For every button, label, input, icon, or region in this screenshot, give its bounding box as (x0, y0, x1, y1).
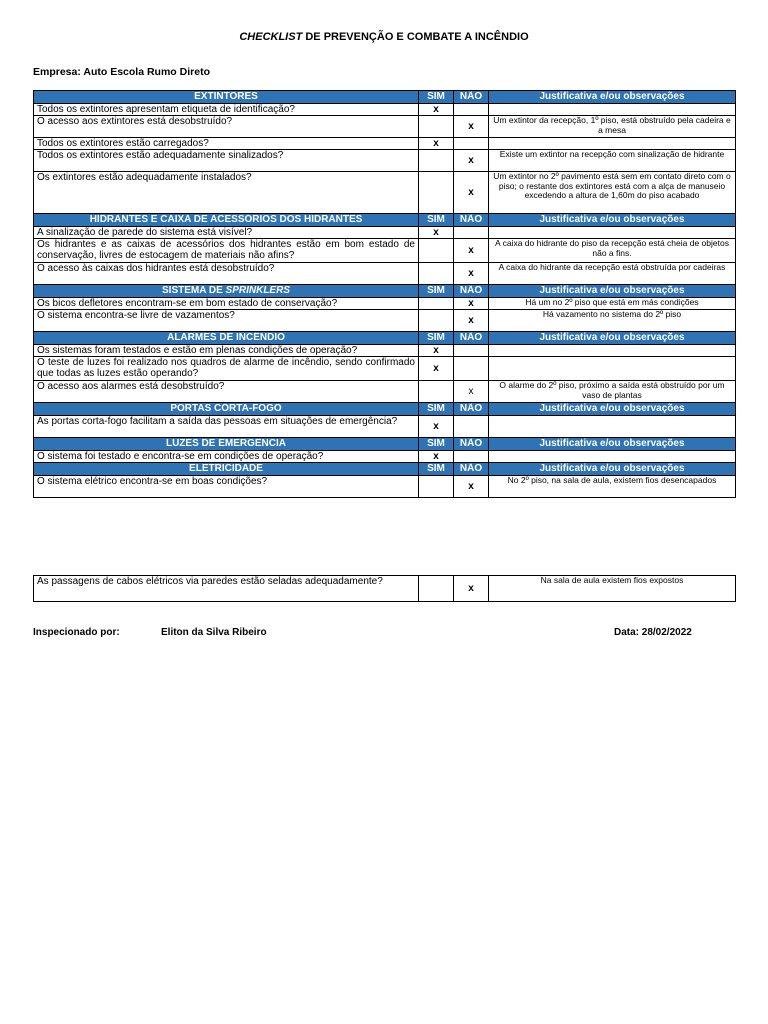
sim-column-header: SIM (419, 285, 454, 298)
sim-column-header: SIM (419, 214, 454, 227)
sim-cell (419, 310, 454, 332)
sim-cell (419, 150, 454, 172)
section-title: HIDRANTES E CAIXA DE ACESSÓRIOS DOS HIDRANTES (34, 214, 419, 227)
nao-column-header: NÃO (454, 285, 489, 298)
extra-checklist-table (33, 575, 736, 602)
table-row (34, 416, 736, 438)
table-row (34, 138, 736, 150)
observation-cell (489, 227, 736, 239)
section-title: LUZES DE EMERGÊNCIA (34, 438, 419, 451)
sim-cell (419, 239, 454, 263)
title-italic: CHECKLIST (239, 31, 303, 43)
table-row (34, 263, 736, 285)
observation-cell: Na sala de aula existem fios expostos (489, 576, 736, 602)
company-name: Empresa: Auto Escola Rumo Direto (33, 66, 210, 78)
question-cell: Os extintores estão adequadamente instalados? (34, 172, 419, 214)
nao-cell (454, 357, 489, 381)
title-rest: DE PREVENÇÃO E COMBATE A INCÊNDIO (302, 31, 529, 43)
question-cell: O teste de luzes foi realizado nos quadros de alarme de incêndio, sendo confirmado que todas as luzes estão operando? (34, 357, 419, 381)
nao-cell (454, 138, 489, 150)
observation-cell (489, 138, 736, 150)
sim-cell: x (419, 451, 454, 463)
observations-column-header: Justificativa e/ou observações (489, 214, 736, 227)
observation-cell: Há um no 2º piso que está em más condições (489, 298, 736, 310)
inspection-date: Data: 28/02/2022 (614, 627, 692, 638)
question-cell: Todos os extintores estão adequadamente sinalizados? (34, 150, 419, 172)
sim-column-header: SIM (419, 332, 454, 345)
nao-cell (454, 104, 489, 116)
observation-cell: Há vazamento no sistema do 2º piso (489, 310, 736, 332)
nao-cell: x (454, 476, 489, 498)
sim-cell (419, 172, 454, 214)
nao-column-header: NÃO (454, 463, 489, 476)
question-cell: Os bicos defletores encontram-se em bom estado de conservação? (34, 298, 419, 310)
section-header (34, 214, 736, 227)
question-cell: A sinalização de parede do sistema está visível? (34, 227, 419, 239)
sim-cell (419, 116, 454, 138)
sim-cell: x (419, 345, 454, 357)
nao-cell (454, 416, 489, 438)
table-row (34, 227, 736, 239)
observations-column-header: Justificativa e/ou observações (489, 438, 736, 451)
inspected-by-label: Inspecionado por: (33, 627, 120, 638)
nao-cell: x (454, 381, 489, 403)
sim-cell: x (419, 227, 454, 239)
table-row (34, 172, 736, 214)
section-title: ELETRICIDADE (34, 463, 419, 476)
nao-cell: x (454, 576, 489, 602)
observation-cell (489, 416, 736, 438)
sim-cell: x (419, 416, 454, 438)
section-header (34, 403, 736, 416)
observations-column-header: Justificativa e/ou observações (489, 403, 736, 416)
observation-cell: A caixa do hidrante do piso da recepção está cheia de objetos não a fins. (489, 239, 736, 263)
table-row (34, 357, 736, 381)
table-row (34, 476, 736, 498)
nao-cell: x (454, 150, 489, 172)
section-header (34, 285, 736, 298)
sim-cell (419, 263, 454, 285)
table-row (34, 150, 736, 172)
nao-cell (454, 451, 489, 463)
sim-column-header: SIM (419, 463, 454, 476)
sim-cell (419, 576, 454, 602)
section-title-italic: SPRINKLERS (225, 285, 290, 296)
question-cell: As portas corta-fogo facilitam a saída das pessoas em situações de emergência? (34, 416, 419, 438)
observation-cell: O alarme do 2º piso, próximo a saída está obstruído por um vaso de plantas (489, 381, 736, 403)
observation-cell: Um extintor da recepção, 1º piso, está obstruído pela cadeira e a mesa (489, 116, 736, 138)
inspector-name: Eliton da Silva Ribeiro (161, 627, 267, 638)
nao-column-header: NÃO (454, 332, 489, 345)
nao-column-header: NÃO (454, 214, 489, 227)
nao-column-header: NÃO (454, 438, 489, 451)
observation-cell: Um extintor no 2º pavimento está sem em contato direto com o piso; o restante dos extintores está com a alça de manuseio excedendo a altura de 1,60m do piso acabado (489, 172, 736, 214)
question-cell: O sistema foi testado e encontra-se em condições de operação? (34, 451, 419, 463)
section-header (34, 438, 736, 451)
question-cell: Todos os extintores estão carregados? (34, 138, 419, 150)
section-header (34, 332, 736, 345)
question-cell: Os sistemas foram testados e estão em plenas condições de operação? (34, 345, 419, 357)
observation-cell (489, 104, 736, 116)
nao-cell: x (454, 263, 489, 285)
observations-column-header: Justificativa e/ou observações (489, 463, 736, 476)
question-cell: O sistema elétrico encontra-se em boas condições? (34, 476, 419, 498)
table-row (34, 298, 736, 310)
question-cell: Os hidrantes e as caixas de acessórios dos hidrantes estão em bom estado de conservação, livres de estocagem de materiais não afins? (34, 239, 419, 263)
table-row (34, 239, 736, 263)
sim-cell (419, 476, 454, 498)
table-row (34, 576, 736, 602)
nao-cell: x (454, 298, 489, 310)
sim-column-header: SIM (419, 438, 454, 451)
table-row (34, 116, 736, 138)
observations-column-header: Justificativa e/ou observações (489, 332, 736, 345)
nao-cell: x (454, 310, 489, 332)
question-cell: Todos os extintores apresentam etiqueta de identificação? (34, 104, 419, 116)
question-cell: As passagens de cabos elétricos via paredes estão seladas adequadamente? (34, 576, 419, 602)
table-row (34, 310, 736, 332)
section-title: EXTINTORES (34, 91, 419, 104)
section-header (34, 463, 736, 476)
sim-cell: x (419, 138, 454, 150)
sim-cell (419, 298, 454, 310)
question-cell: O acesso aos extintores está desobstruído? (34, 116, 419, 138)
nao-cell: x (454, 116, 489, 138)
table-row (34, 381, 736, 403)
sim-cell: x (419, 104, 454, 116)
nao-column-header: NÃO (454, 91, 489, 104)
section-title: PORTAS CORTA-FOGO (34, 403, 419, 416)
nao-cell: x (454, 239, 489, 263)
question-cell: O sistema encontra-se livre de vazamentos? (34, 310, 419, 332)
document-title (0, 31, 768, 43)
observation-cell: A caixa do hidrante da recepção está obstruída por cadeiras (489, 263, 736, 285)
observations-column-header: Justificativa e/ou observações (489, 285, 736, 298)
section-title (34, 285, 419, 298)
checklist-table (33, 90, 736, 498)
sim-cell (419, 381, 454, 403)
nao-column-header: NÃO (454, 403, 489, 416)
section-title: ALARMES DE INCÊNDIO (34, 332, 419, 345)
sim-column-header: SIM (419, 403, 454, 416)
nao-cell: x (454, 172, 489, 214)
observation-cell (489, 451, 736, 463)
table-row (34, 345, 736, 357)
question-cell: O acesso às caixas dos hidrantes está desobstruído? (34, 263, 419, 285)
observation-cell: No 2º piso, na sala de aula, existem fios desencapados (489, 476, 736, 498)
observation-cell: Existe um extintor na recepção com sinalização de hidrante (489, 150, 736, 172)
nao-cell (454, 345, 489, 357)
section-title-prefix: SISTEMA DE (162, 285, 226, 296)
sim-column-header: SIM (419, 91, 454, 104)
table-row (34, 104, 736, 116)
observation-cell (489, 357, 736, 381)
question-cell: O acesso aos alarmes está desobstruído? (34, 381, 419, 403)
observations-column-header: Justificativa e/ou observações (489, 91, 736, 104)
table-row (34, 451, 736, 463)
nao-cell (454, 227, 489, 239)
section-header (34, 91, 736, 104)
sim-cell: x (419, 357, 454, 381)
observation-cell (489, 345, 736, 357)
